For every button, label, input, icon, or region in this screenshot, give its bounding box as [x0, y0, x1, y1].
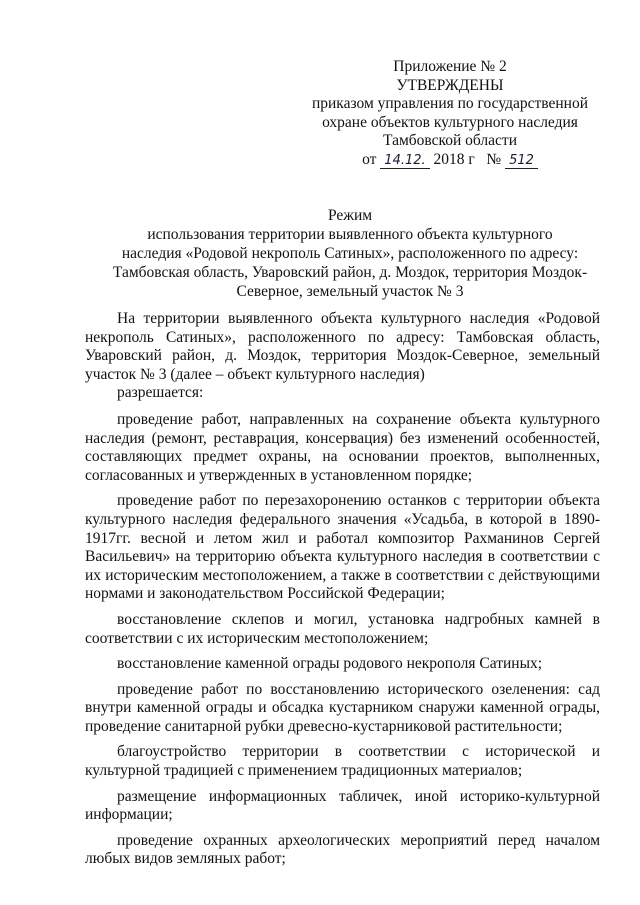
approval-date-line [290, 151, 610, 170]
list-item: размещение информационных табличек, иной историко-культурной информации; [85, 787, 600, 824]
date-year: 2018 г [433, 150, 475, 168]
intro-paragraph: На территории выявленного объекта культурного наследия «Родовой некрополь Сатиных», расположенного по адресу: Тамбовская область, Уваровский район, д. Моздок, территория Моздок-Северное, земельный участок № 3 (далее – объект культурного наследия) [85, 310, 600, 383]
document-body [85, 310, 600, 876]
allowed-label: разрешается: [117, 384, 204, 402]
approval-line-2: охране объектов культурного наследия [322, 113, 578, 131]
list-item: проведение работ по восстановлению исторического озеленения: сад внутри каменной ограды и обсадка кустарником снаружи каменной ограды, проведение санитарной рубки древесно-кустарниковой растительности; [85, 680, 600, 735]
title-line-5: Северное, земельный участок № 3 [236, 283, 464, 300]
title-line-3: наследия «Родовой некрополь Сатиных», расположенного по адресу: [121, 245, 579, 262]
date-prefix: от [362, 150, 377, 168]
list-item: восстановление склепов и могил, установка надгробных камней в соответствии с их историческим местоположением; [85, 610, 600, 647]
handwritten-number: 512 [505, 153, 538, 169]
number-prefix: № [486, 150, 502, 168]
approval-line-1: приказом управления по государственной [311, 95, 589, 112]
list-item: проведение работ, направленных на сохранение объекта культурного наследия (ремонт, реставрация, консервация) без изменений особенностей, составляющих предмет охраны, на основании проектов, выполненных, согласованных и утвержденных в установленном порядке; [85, 410, 600, 484]
list-item: проведение охранных археологических мероприятий перед началом любых видов земляных работ; [85, 831, 600, 868]
approval-line-3: Тамбовской области [383, 132, 517, 149]
document-title [90, 206, 610, 301]
appendix-label: Приложение № 2 [393, 58, 507, 75]
handwritten-date: 14.12. [380, 153, 429, 169]
list-item: благоустройство территории в соответствии с исторической и культурной традицией с применением традиционных материалов; [85, 743, 600, 780]
approval-header [290, 58, 610, 169]
title-line-1: Режим [327, 207, 373, 224]
title-line-4: Тамбовская область, Уваровский район, д. Моздок, территория Моздок- [112, 264, 588, 281]
list-item: проведение работ по перезахоронению останков с территории объекта культурного наследия федерального значения «Усадьба, в которой в 1890-1917гг. весной и летом жил и работал композитор Рахманинов Сергей Васильевич» на территорию объекта культурного наследия в соответствии с их историческим местоположением, а также в соответствии с действующими нормами и законодательством Российской Федерации; [85, 492, 600, 603]
title-line-2: использования территории выявленного объекта культурного [147, 226, 553, 243]
approved-label: УТВЕРЖДЕНЫ [396, 76, 504, 94]
list-item: восстановление каменной ограды родового некрополя Сатиных; [117, 655, 543, 673]
